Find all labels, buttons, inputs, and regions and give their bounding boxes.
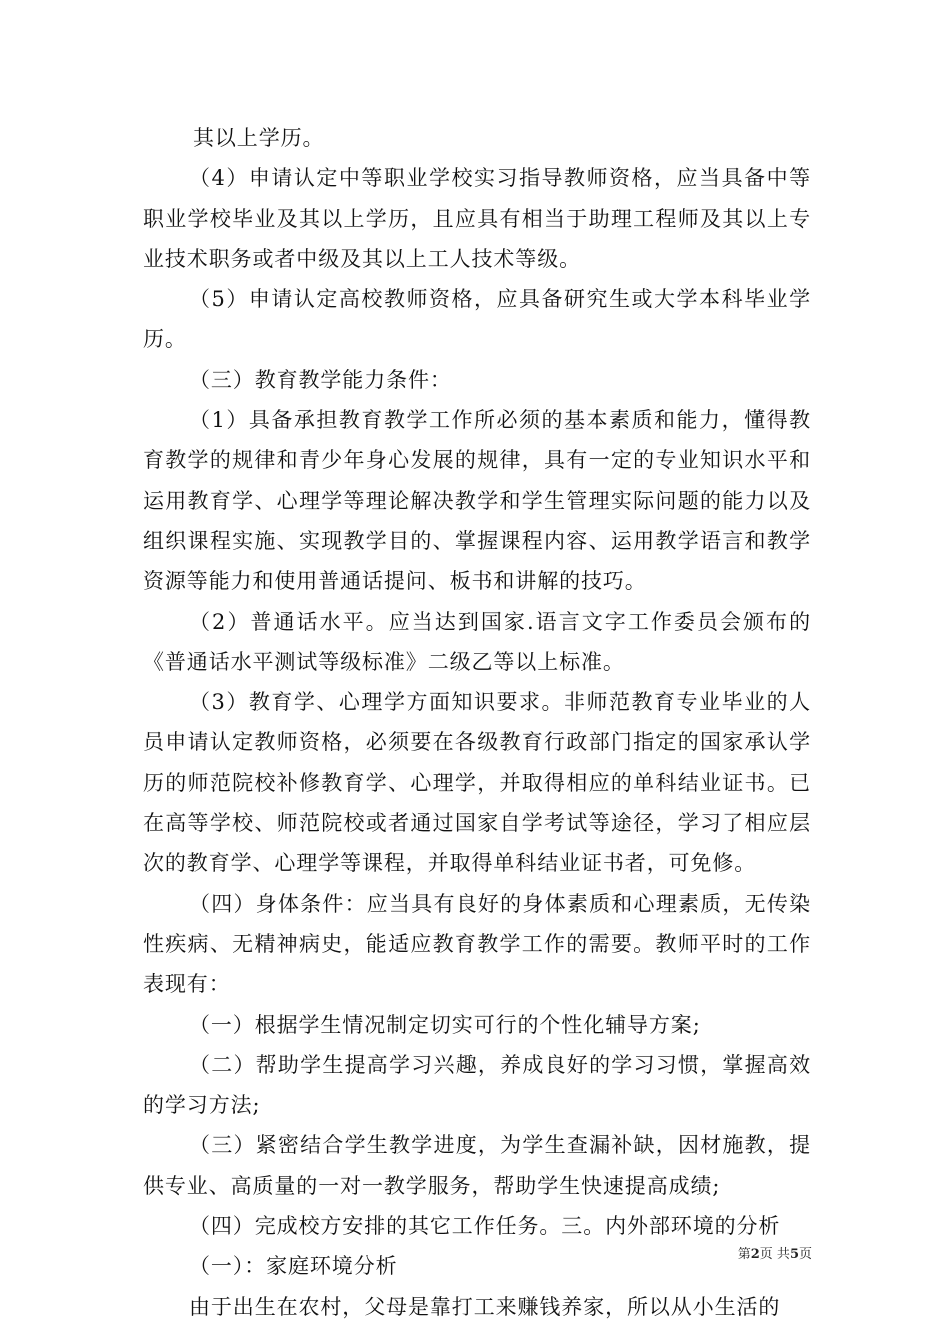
paragraph-6: （2）普通话水平。应当达到国家.语言文字工作委员会颁布的《普通话水平测试等级标准》二级乙等以上标准。 (143, 609, 811, 674)
paragraph-12: （四）完成校方安排的其它工作任务。三。内外部环境的分析 (189, 1214, 781, 1239)
footer-suffix: 页 (798, 1247, 812, 1262)
paragraph-13: （一）：家庭环境分析 (189, 1254, 398, 1279)
paragraph-7: （3）教育学、心理学方面知识要求。非师范教育专业毕业的人员申请认定教师资格，必须要在各级教育行政部门指定的国家承认学历的师范院校补修教育学、心理学，并取得相应的单科结业证书。已在高等学校、师范院校或者通过国家自学考试等途径，学习了相应层次的教育学、心理学等课程，并取得单科结业证书者，可免修。 (143, 690, 811, 876)
paragraph-11: （三）紧密结合学生教学进度，为学生查漏补缺，因材施教，提供专业、高质量的一对一教学服务，帮助学生快速提高成绩; (143, 1133, 811, 1198)
paragraph-8: （四）身体条件：应当具有良好的身体素质和心理素质，无传染性疾病、无精神病史，能适应教育教学工作的需要。教师平时的工作表现有： (143, 891, 811, 997)
footer-middle: 页 共 (759, 1247, 790, 1262)
footer-current-page: 2 (750, 1247, 760, 1262)
document-body (143, 118, 811, 1327)
paragraph-2: （4）申请认定中等职业学校实习指导教师资格，应当具备中等职业学校毕业及其以上学历，且应具有相当于助理工程师及其以上专业技术职务或者中级及其以上工人技术等级。 (143, 166, 811, 271)
paragraph-10: （二）帮助学生提高学习兴趣，养成良好的学习习惯，掌握高效的学习方法; (143, 1052, 811, 1118)
page-number-footer (712, 1246, 812, 1264)
paragraph-9: （一）根据学生情况制定切实可行的个性化辅导方案; (189, 1012, 701, 1037)
paragraph-3: （5）申请认定高校教师资格，应具备研究生或大学本科毕业学历。 (143, 287, 811, 352)
paragraph-4: （三）教育教学能力条件： (189, 367, 452, 392)
footer-prefix: 第 (737, 1247, 751, 1262)
paragraph-5: （1）具备承担教育教学工作所必须的基本素质和能力，懂得教育教学的规律和青少年身心发展的规律，具有一定的专业知识水平和运用教育学、心理学等理论解决教学和学生管理实际问题的能力以及组织课程实施、实现教学目的、掌握课程内容、运用教学语言和教学资源等能力和使用普通话提问、板书和讲解的技巧。 (143, 408, 811, 594)
footer-total-pages: 5 (789, 1247, 799, 1262)
paragraph-14: 由于出生在农村，父母是靠打工来赚钱养家，所以从小生活的 (189, 1294, 781, 1319)
paragraph-1: 其以上学历。 (193, 126, 325, 150)
